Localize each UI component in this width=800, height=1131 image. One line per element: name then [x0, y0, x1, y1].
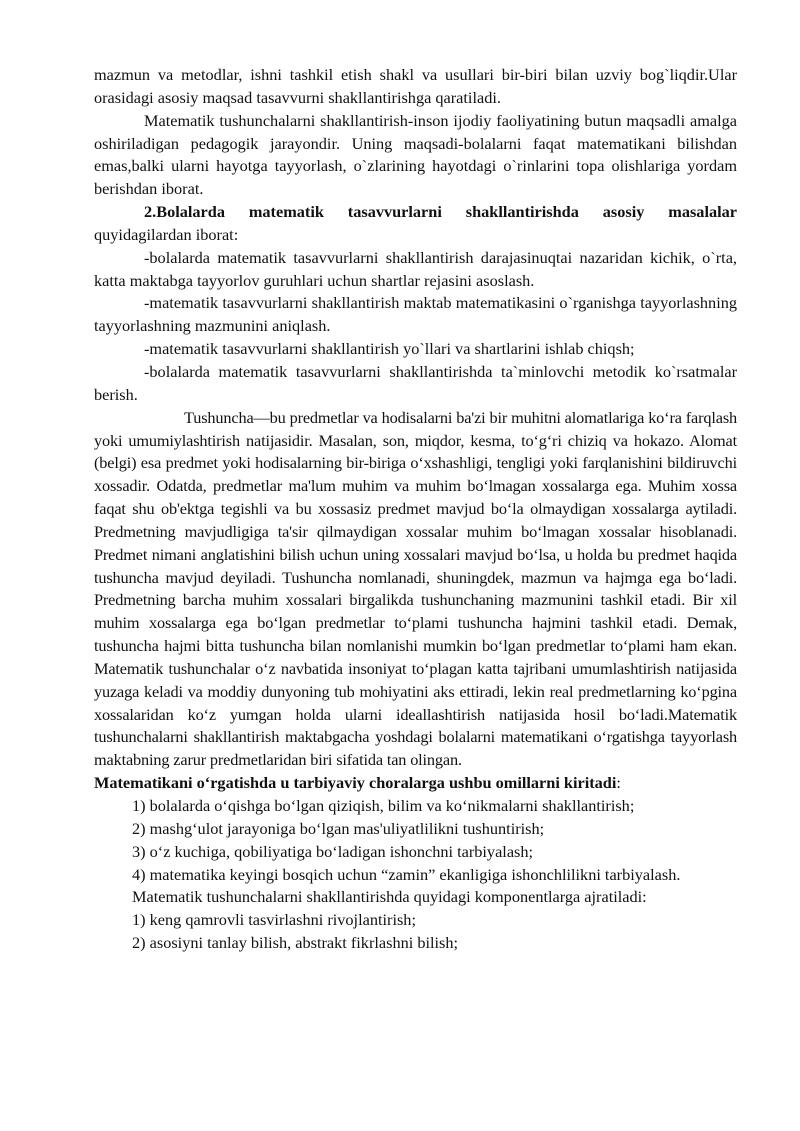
- component-item-2: 2) asosiyni tanlay bilish, abstrakt fikrlashni bilish;: [132, 933, 459, 953]
- paragraph-components-intro: Matematik tushunchalarni shakllantirishda quyidagi komponentlarga ajratiladi:: [132, 887, 647, 907]
- task-item-3: -matematik tasavvurlarni shakllantirish yo`llari va shartlarini ishlab chiqsh;: [144, 339, 635, 359]
- factor-item-1: 1) bolalarda oʻqishga boʻlgan qiziqish, bilim va koʻnikmalarni shakllantirish;: [132, 796, 635, 815]
- section-heading-colon: :: [616, 773, 621, 793]
- paragraph-main-tasks-heading: [94, 201, 737, 247]
- section-heading-tail: quyidagilardan iborat:: [94, 224, 239, 244]
- document-page: [94, 64, 737, 955]
- factor-item-2: 2) mashgʻulot jarayoniga boʻlgan mas'uliyatlilikni tushuntirish;: [132, 818, 545, 838]
- factor-item-4: 4) matematika keyingi bosqich uchun “zamin” ekanligiga ishonchlilikni tarbiyalash.: [132, 864, 681, 884]
- factor-item-3: 3) oʻz kuchiga, qobiliyatiga boʻladigan ishonchni tarbiyalash;: [132, 841, 534, 861]
- paragraph-concept-formation: Matematik tushunchalarni shakllantirish-inson ijodiy faoliyatining butun maqsadli amalga oshiriladigan pedagogik jarayondir. Uning maqsadi-bolalarni faqat matematikani bilishdan emas,balki ularni hayotga tayyorlash, o`zlarining hayotdagi o`rinlarini topa olishlariga yordam berishdan iborat.: [94, 110, 737, 199]
- component-item-1: 1) keng qamrovli tasvirlashni rivojlantirish;: [132, 910, 416, 930]
- section-heading-educational-factors: Matematikani oʻrgatishda u tarbiyaviy choralarga ushbu omillarni kiritadi: [94, 773, 617, 793]
- task-item-2: -matematik tasavvurlarni shakllantirish maktab matematikasini o`rganishga tayyorlashning tayyorlashning mazmunini aniqlash.: [94, 293, 737, 336]
- paragraph-educational-factors-heading: [94, 772, 737, 795]
- task-item-4: -bolalarda matematik tasavvurlarni shakllantirishda ta`minlovchi metodik ko`rsatmalar berish.: [94, 361, 737, 404]
- paragraph-concept-definition: Tushuncha—bu predmetlar va hodisalarni ba'zi bir muhitni alomatlariga koʻra farqlash yoki umumiylashtirish natijasidir. Masalan, son, miqdor, kesma, toʻgʻri chiziq va hokazo. Alomat (belgi) esa predmet yoki hodisalarning bir-biriga oʻxshashligi, tengligi yoki farqlanishini bildiruvchi xossadir. Odatda, predmetlar ma'lum muhim va muhim boʻlmagan xossalarga ega. Muhim xossa faqat shu ob'ektga tegishli va bu xossasiz predmet mavjud boʻla olmaydigan xossalarga aytiladi. Predmetning mavjudligiga ta'sir qilmaydigan xossalar muhim boʻlmagan xossalar hisoblanadi. Predmet nimani anglatishini bilish uchun uning xossalari mavjud boʻlsa, u holda bu predmet haqida tushuncha mavjud deyiladi. Tushuncha nomlanadi, shuningdek, mazmun va hajmga ega boʻladi. Predmetning barcha muhim xossalari birgalikda tushunchaning mazmunini tashkil etadi. Bir xil muhim xossalarga ega boʻlgan predmetlar toʻplami tushuncha hajmini tashkil etadi. Demak, tushuncha hajmi bitta tushuncha bilan nomlanishi mumkin boʻlgan predmetlar toʻplami ham ekan. Matematik tushunchalar oʻz navbatida insoniyat toʻplagan katta tajribani umumlashtirish natijasida yuzaga keladi va moddiy dunyoning tub mohiyatini aks ettiradi, lekin real predmetlarning koʻpgina xossalaridan koʻz yumgan holda ularni ideallashtirish natijasida hosil boʻladi.Matematik tushunchalarni shakllantirish maktabgacha yoshdagi bolalarni matematikani oʻrgatishga tayyorlash maktabning zarur predmetlaridan biri sifatida tan olingan.: [94, 407, 737, 770]
- section-heading-main-tasks: 2.Bolalarda matematik tasavvurlarni shakllantirishda asosiy masalalar: [144, 202, 737, 222]
- task-item-1: -bolalarda matematik tasavvurlarni shakllantirish darajasinuqtai nazaridan kichik, o`rta, katta maktabga tayyorlov guruhlari uchun shartlar rejasini asoslash.: [94, 247, 737, 290]
- paragraph-intro-continuation: mazmun va metodlar, ishni tashkil etish shakl va usullari bir-biri bilan uzviy bog`liqdir.Ular orasidagi asosiy maqsad tasavvurni shakllantirishga qaratiladi.: [94, 65, 737, 107]
